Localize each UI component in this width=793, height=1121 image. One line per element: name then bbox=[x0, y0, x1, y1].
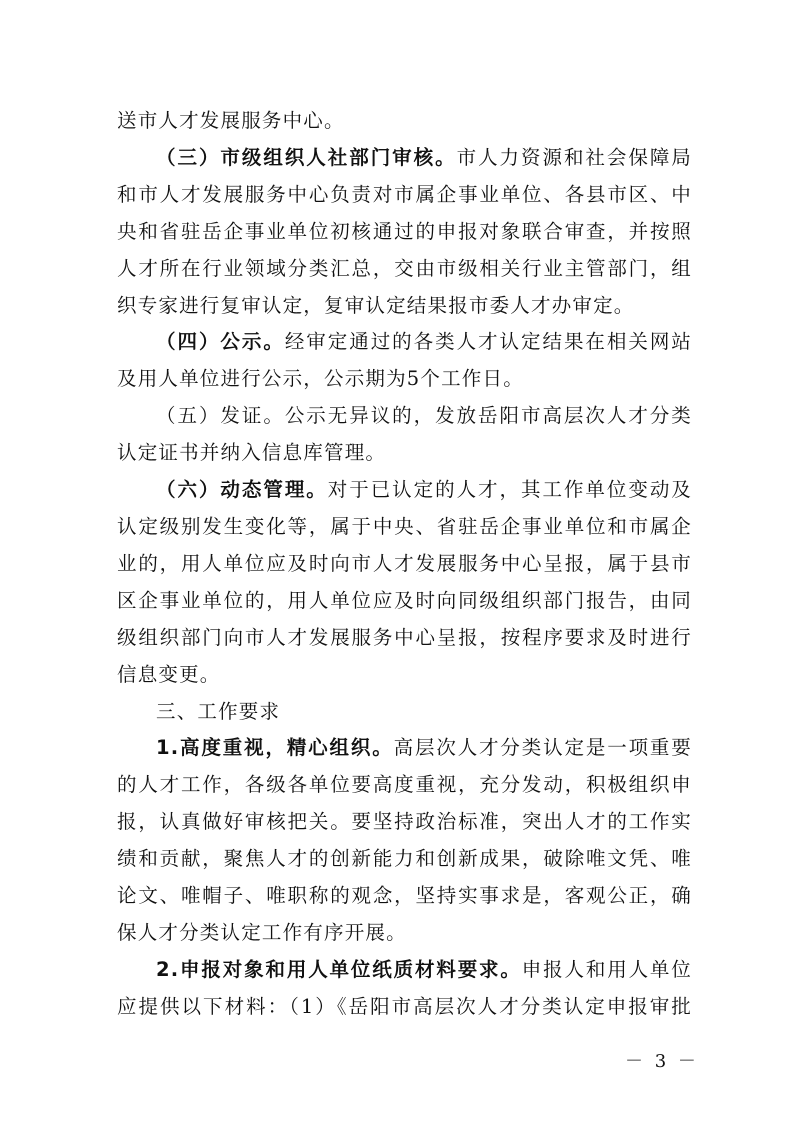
paragraph-text: 申报人和用人单位应提供以下材料：（1）《岳阳市高层次人才分类认定申报审批 bbox=[117, 957, 692, 1018]
paragraph-text: 送市人才发展服务中心。 bbox=[117, 109, 345, 132]
paragraph-text: 对于已认定的人才，其工作单位变动及认定级别发生变化等，属于中央、省驻岳企事业单位和市属企业的，用人单位应及时向市人才发展服务中心呈报，属于县市区企事业单位的，用人单位应及时向同级组织部门报告，由同级组织部门向市人才发展服务中心呈报，按程序要求及时进行信息变更。 bbox=[117, 478, 692, 686]
document-body bbox=[117, 103, 692, 1026]
paragraph-text: 市人力资源和社会保障局和市人才发展服务中心负责对市属企事业单位、各县市区、中央和省驻岳企事业单位初核通过的申报对象联合审查，并按照人才所在行业领域分类汇总，交由市级相关行业主管部门，组织专家进行复审认定，复审认定结果报市委人才办审定。 bbox=[117, 145, 692, 317]
section-title-text: 三、工作要求 bbox=[156, 699, 281, 723]
paragraph-text: 高层次人才分类认定是一项重要的人才工作，各级各单位要高度重视，充分发动，积极组织申报，认真做好审核把关。要坚持政治标准，突出人才的工作实绩和贡献，聚焦人才的创新能力和创新成果，破除唯文凭、唯论文、唯帽子、唯职称的观念，坚持实事求是，客观公正，确保人才分类认定工作有序开展。 bbox=[117, 736, 692, 944]
requirement-heading-2: 2.申报对象和用人单位纸质材料要求。 bbox=[156, 957, 522, 981]
requirement-heading-1: 1.高度重视，精心组织。 bbox=[156, 736, 394, 760]
paragraph-continuation bbox=[117, 103, 692, 140]
paragraph-text: （五）发证。公示无异议的，发放岳阳市高层次人才分类认定证书并纳入信息库管理。 bbox=[117, 404, 692, 465]
paragraph-city-review bbox=[117, 140, 692, 325]
paragraph-dynamic-management bbox=[117, 472, 692, 693]
section-heading-publicity: （四）公示。 bbox=[156, 330, 285, 354]
section-title-work-requirements bbox=[117, 694, 692, 731]
page-number: － 3 － bbox=[625, 1051, 699, 1072]
paragraph-text: 经审定通过的各类人才认定结果在相关网站及用人单位进行公示，公示期为5个工作日。 bbox=[117, 330, 692, 391]
section-heading-city-review: （三）市级组织人社部门审核。 bbox=[156, 145, 457, 169]
paragraph-requirement-2 bbox=[117, 952, 692, 1026]
paragraph-certificate bbox=[117, 398, 692, 472]
paragraph-requirement-1 bbox=[117, 730, 692, 951]
paragraph-publicity bbox=[117, 324, 692, 398]
section-heading-dynamic-management: （六）动态管理。 bbox=[156, 478, 328, 502]
